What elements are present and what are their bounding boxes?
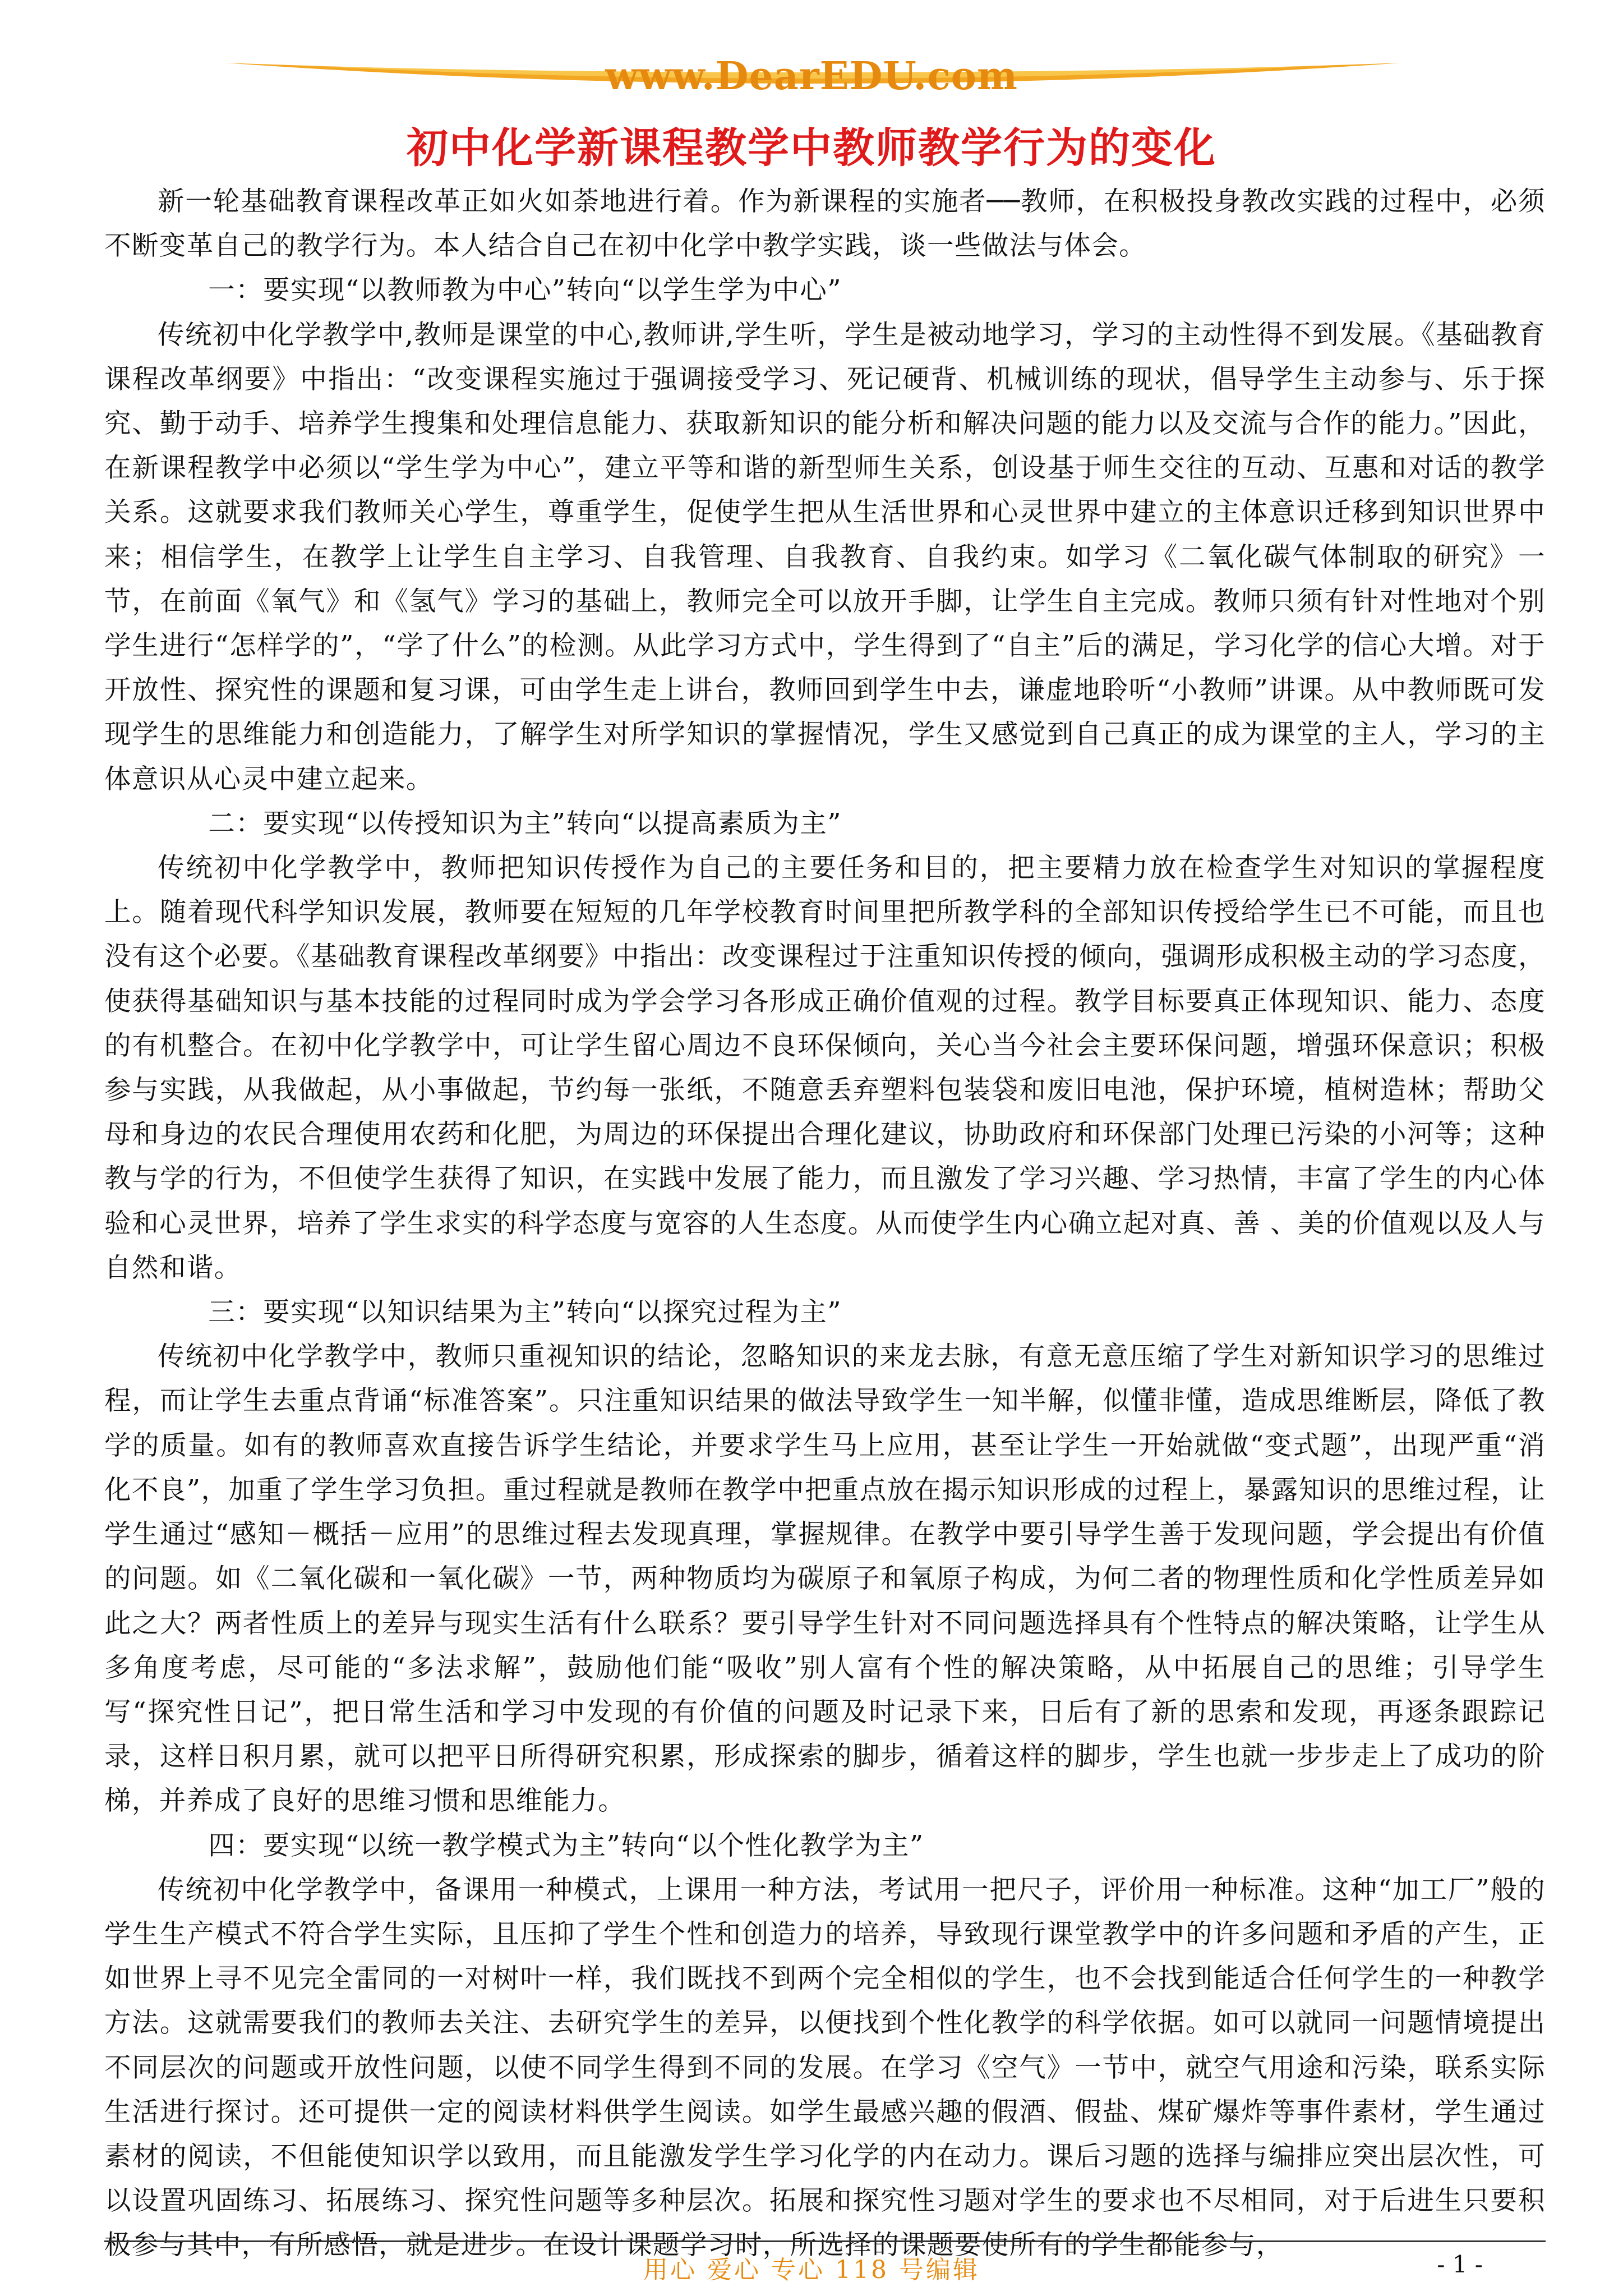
section-body-4: 传统初中化学教学中，备课用一种模式，上课用一种方法，考试用一把尺子，评价用一种标准。这种“加工厂”般的学生生产模式不符合学生实际，且压抑了学生个性和创造力的培养，导致现行课堂教学中的许多问题和矛盾的产生，正如世界上寻不见完全雷同的一对树叶一样，我们既找不到两个完全相似的学生，也不会找到能适合任何学生的一种教学方法。这就需要我们的教师去关注、去研究学生的差异，以便找到个性化教学的科学依据。如可以就同一问题情境提出不同层次的问题或开放性问题，以使不同学生得到不同的发展。在学习《空气》一节中，就空气用途和污染，联系实际生活进行探讨。还可提供一定的阅读材料供学生阅读。如学生最感兴趣的假酒、假盐、煤矿爆炸等事件素材，学生通过素材的阅读，不但能使知识学以致用，而且能激发学生学习化学的内在动力。课后习题的选择与编排应突出层次性，可以设置巩固练习、拓展练习、探究性问题等多种层次。拓展和探究性习题对学生的要求也不尽相同，对于后进生只要积极参与其中，有所感悟，就是进步。在设计课题学习时，所选择的课题要使所有的学生都能参与， bbox=[104, 1874, 1546, 2261]
section-body-3: 传统初中化学教学中，教师只重视知识的结论，忽略知识的来龙去脉，有意无意压缩了学生对新知识学习的思维过程，而让学生去重点背诵“标准答案”。只注重知识结果的做法导致学生一知半解，似懂非懂，造成思维断层，降低了教学的质量。如有的教师喜欢直接告诉学生结论，并要求学生马上应用，甚至让学生一开始就做“变式题”，出现严重“消化不良”，加重了学生学习负担。重过程就是教师在教学中把重点放在揭示知识形成的过程上，暴露知识的思维过程，让学生通过“感知－概括－应用”的思维过程去发现真理，掌握规律。在教学中要引导学生善于发现问题，学会提出有价值的问题。如《二氧化碳和一氧化碳》一节，两种物质均为碳原子和氧原子构成，为何二者的物理性质和化学性质差异如此之大？两者性质上的差异与现实生活有什么联系？要引导学生针对不同问题选择具有个性特点的解决策略，让学生从多角度考虑，尽可能的“多法求解”，鼓励他们能“吸收”别人富有个性的解决策略，从中拓展自己的思维；引导学生写“探究性日记”，把日常生活和学习中发现的有价值的问题及时记录下来，日后有了新的思索和发现，再逐条跟踪记录，这样日积月累，就可以把平日所得研究积累，形成探索的脚步，循着这样的脚步，学生也就一步步走上了成功的阶梯，并养成了良好的思维习惯和思维能力。 bbox=[104, 1341, 1546, 1817]
document-title: 初中化学新课程教学中教师教学行为的变化 bbox=[407, 124, 1216, 172]
section-heading-1: 一：要实现“以教师教为中心”转向“以学生学为中心” bbox=[208, 275, 842, 306]
footer-slogan: 用心 爱心 专心 118 号编辑 bbox=[643, 2256, 980, 2284]
footer-divider bbox=[104, 2240, 1546, 2242]
page-header bbox=[0, 0, 1623, 129]
section-body-1: 传统初中化学教学中,教师是课堂的中心,教师讲,学生听，学生是被动地学习，学习的主动性得不到发展。《基础教育课程改革纲要》中指出：“改变课程实施过于强调接受学习、死记硬背、机械训练的现状，倡导学生主动参与、乐于探究、勤于动手、培养学生搜集和处理信息能力、获取新知识的能分析和解决问题的能力以及交流与合作的能力。”因此，在新课程教学中必须以“学生学为中心”，建立平等和谐的新型师生关系，创设基于师生交往的互动、互惠和对话的教学关系。这就要求我们教师关心学生，尊重学生，促使学生把从生活世界和心灵世界中建立的主体意识迁移到知识世界中来；相信学生，在教学上让学生自主学习、自我管理、自我教育、自我约束。如学习《二氧化碳气体制取的研究》一节，在前面《氧气》和《氢气》学习的基础上，教师完全可以放开手脚，让学生自主完成。教师只须有针对性地对个别学生进行“怎样学的”，“学了什么”的检测。从此学习方式中，学生得到了“自主”后的满足，学习化学的信心大增。对于开放性、探究性的课题和复习课，可由学生走上讲台，教师回到学生中去，谦虚地聆听“小教师”讲课。从中教师既可发现学生的思维能力和创造能力，了解学生对所学知识的掌握情况，学生又感觉到自己真正的成为课堂的主人，学习的主体意识从心灵中建立起来。 bbox=[104, 319, 1546, 795]
page-footer bbox=[0, 2221, 1623, 2296]
section-heading-4: 四：要实现“以统一教学模式为主”转向“以个性化教学为主” bbox=[208, 1830, 924, 1861]
site-logo[interactable]: www.DearEDU.com bbox=[605, 54, 1018, 99]
intro-paragraph: 新一轮基础教育课程改革正如火如荼地进行着。作为新课程的实施者──教师，在积极投身教改实践的过程中，必须不断变革自己的教学行为。本人结合自己在初中化学中教学实践，谈一些做法与体会。 bbox=[104, 186, 1546, 262]
section-heading-2: 二：要实现“以传授知识为主”转向“以提高素质为主” bbox=[208, 808, 842, 839]
section-body-2: 传统初中化学教学中，教师把知识传授作为自己的主要任务和目的，把主要精力放在检查学生对知识的掌握程度上。随着现代科学知识发展，教师要在短短的几年学校教育时间里把所教学科的全部知识传授给学生已不可能，而且也没有这个必要。《基础教育课程改革纲要》中指出：改变课程过于注重知识传授的倾向，强调形成积极主动的学习态度，使获得基础知识与基本技能的过程同时成为学会学习各形成正确价值观的过程。教学目标要真正体现知识、能力、态度的有机整合。在初中化学教学中，可让学生留心周边不良环保倾向，关心当今社会主要环保问题，增强环保意识；积极参与实践，从我做起，从小事做起，节约每一张纸，不随意丢弃塑料包装袋和废旧电池，保护环境，植树造林；帮助父母和身边的农民合理使用农药和化肥，为周边的环保提出合理化建议，协助政府和环保部门处理已污染的小河等；这种教与学的行为，不但使学生获得了知识，在实践中发展了能力，而且激发了学习兴趣、学习热情，丰富了学生的内心体验和心灵世界，培养了学生求实的科学态度与宽容的人生态度。从而使学生内心确立起对真、善 、美的价值观以及人与自然和谐。 bbox=[104, 853, 1546, 1283]
page-number: - 1 - bbox=[1437, 2251, 1483, 2278]
document-body bbox=[104, 180, 1546, 2268]
section-heading-3: 三：要实现“以知识结果为主”转向“以探究过程为主” bbox=[208, 1297, 842, 1328]
